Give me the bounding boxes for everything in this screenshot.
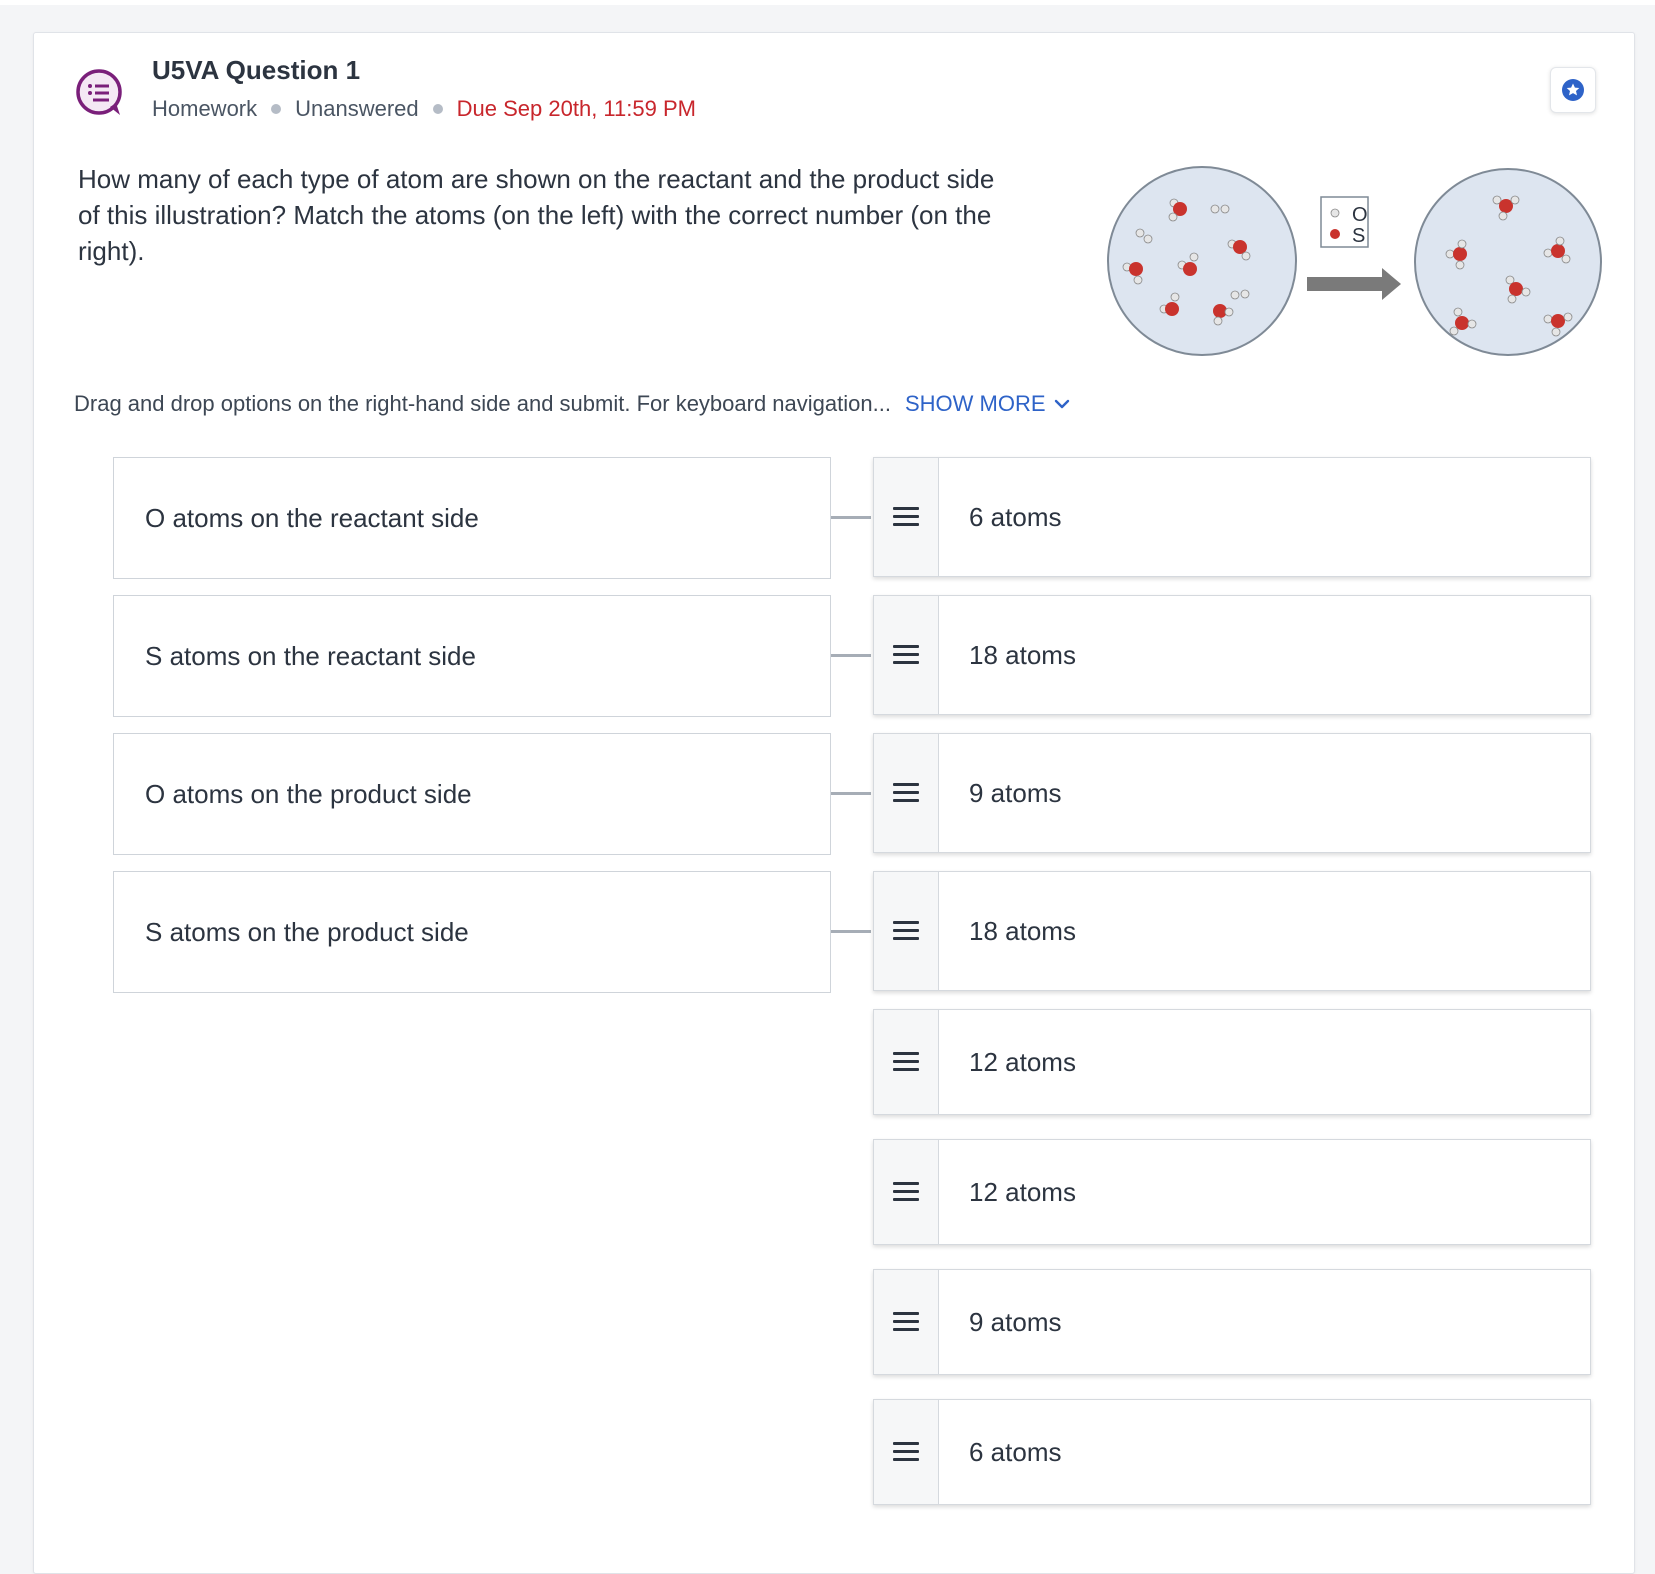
question-title: U5VA Question 1 [152, 55, 361, 85]
due-date: Due Sep 20th, 11:59 PM [456, 96, 696, 121]
reaction-illustration [1102, 161, 1627, 366]
answer-label: 9 atoms [969, 1306, 1062, 1337]
drag-handle[interactable] [874, 458, 939, 576]
match-prompt-s-product [113, 871, 831, 993]
legend-s-label: S [1352, 225, 1366, 247]
question-prompt: How many of each type of atom are shown on the reactant and the product side of this illustration? Match the atoms (on the left) with the correct number (on the right). [78, 164, 995, 266]
match-connector [831, 654, 871, 657]
star-badge-icon [1561, 78, 1585, 102]
chevron-down-icon [1054, 399, 1070, 409]
answer-tile[interactable] [873, 1009, 1591, 1115]
answer-label: 9 atoms [969, 777, 1062, 808]
answer-label: 18 atoms [969, 639, 1076, 670]
answer-tile[interactable] [873, 733, 1591, 853]
match-connector [831, 516, 871, 519]
match-prompt-o-reactant [113, 457, 831, 579]
instructions-text: Drag and drop options on the right-hand side and submit. For keyboard navigation... [74, 391, 891, 416]
assignment-type: Homework [152, 96, 258, 121]
question-card [33, 32, 1635, 1574]
answer-label: 6 atoms [969, 501, 1062, 532]
match-prompt-s-reactant [113, 595, 831, 717]
answer-tile[interactable] [873, 871, 1591, 991]
answer-tile[interactable] [873, 457, 1591, 577]
top-bar [0, 0, 1655, 5]
answer-tile[interactable] [873, 595, 1591, 715]
match-prompt-label: O atoms on the reactant side [145, 502, 479, 533]
match-connector [831, 792, 871, 795]
hamburger-drag-icon [893, 1442, 919, 1462]
match-prompt-label: S atoms on the product side [145, 916, 469, 947]
show-more-label: SHOW MORE [904, 391, 1046, 416]
hamburger-drag-icon [893, 921, 919, 941]
answer-tile[interactable] [873, 1269, 1591, 1375]
drag-handle[interactable] [874, 1010, 939, 1114]
instructions [74, 391, 1070, 417]
hamburger-drag-icon [893, 1312, 919, 1332]
separator-dot [433, 104, 443, 114]
hamburger-drag-icon [893, 645, 919, 665]
discussion-bubble-icon [74, 67, 126, 119]
reactant-circle [1108, 167, 1296, 355]
match-prompt-label: O atoms on the product side [145, 778, 472, 809]
question-meta [152, 96, 696, 122]
hamburger-drag-icon [893, 507, 919, 527]
bookmark-button[interactable] [1550, 67, 1596, 113]
answer-tile[interactable] [873, 1139, 1591, 1245]
answer-label: 12 atoms [969, 1046, 1076, 1077]
match-connector [831, 930, 871, 933]
match-prompt-label: S atoms on the reactant side [145, 640, 476, 671]
drag-handle[interactable] [874, 1140, 939, 1244]
drag-handle[interactable] [874, 734, 939, 852]
product-circle [1415, 169, 1601, 355]
hamburger-drag-icon [893, 1182, 919, 1202]
answer-label: 6 atoms [969, 1436, 1062, 1467]
answer-tile[interactable] [873, 1399, 1591, 1505]
separator-dot [271, 104, 281, 114]
hamburger-drag-icon [893, 1052, 919, 1072]
hamburger-drag-icon [893, 783, 919, 803]
drag-handle[interactable] [874, 1400, 939, 1504]
drag-handle[interactable] [874, 872, 939, 990]
show-more-link[interactable] [905, 391, 1070, 417]
legend-o-label: O [1352, 204, 1368, 226]
answer-label: 12 atoms [969, 1176, 1076, 1207]
right-arrow-icon [1307, 268, 1401, 300]
drag-handle[interactable] [874, 596, 939, 714]
drag-handle[interactable] [874, 1270, 939, 1374]
answer-label: 18 atoms [969, 915, 1076, 946]
answer-status: Unanswered [295, 96, 419, 121]
match-prompt-o-product [113, 733, 831, 855]
